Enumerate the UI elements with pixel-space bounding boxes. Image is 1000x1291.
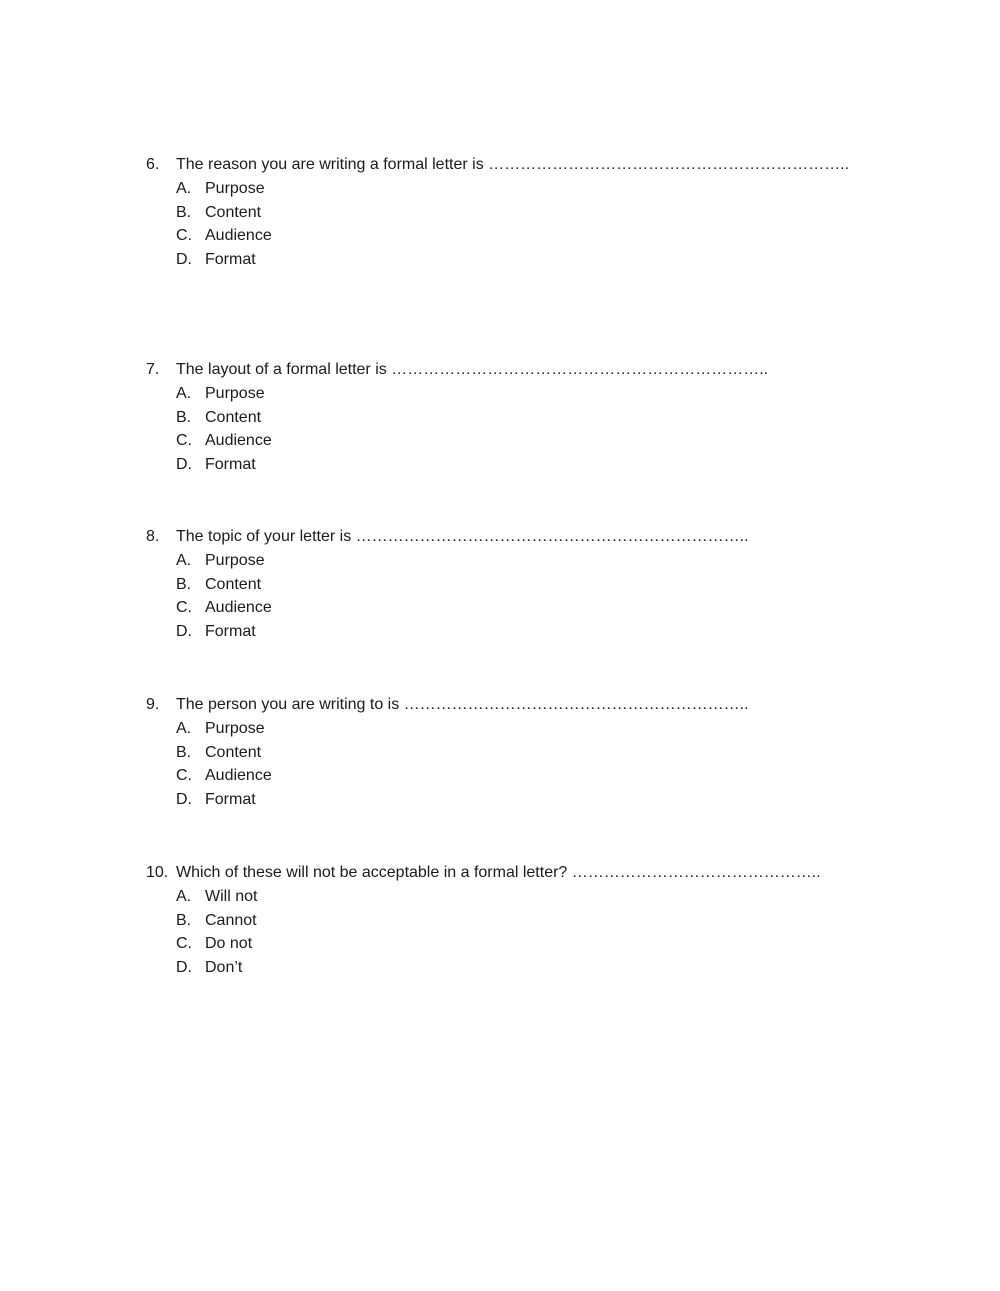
option-letter: D. (176, 959, 192, 977)
option-list (146, 382, 906, 477)
option-b[interactable] (146, 573, 906, 597)
option-a[interactable] (146, 177, 906, 201)
question-text: Which of these will not be acceptable in a formal letter? ……………………………………….. (176, 864, 821, 881)
option-letter: C. (176, 935, 192, 953)
option-text: Content (205, 575, 262, 593)
option-text: Audience (205, 599, 272, 617)
option-list (146, 177, 906, 272)
option-b[interactable] (146, 741, 906, 765)
question-number: 7. (146, 361, 160, 378)
option-letter: B. (176, 575, 192, 593)
option-b[interactable] (146, 201, 906, 225)
option-text: Audience (205, 227, 272, 245)
option-text: Audience (205, 767, 272, 785)
option-c[interactable] (146, 224, 906, 248)
option-text: Format (205, 791, 256, 809)
option-d[interactable] (146, 956, 906, 980)
option-c[interactable] (146, 429, 906, 453)
option-text: Purpose (205, 720, 265, 737)
question-line (146, 153, 906, 177)
option-text: Do not (205, 935, 253, 953)
option-text: Format (205, 251, 256, 269)
option-c[interactable] (146, 932, 906, 956)
option-d[interactable] (146, 620, 906, 644)
option-letter: C. (176, 432, 192, 450)
option-letter: D. (176, 251, 192, 269)
question-line (146, 693, 906, 717)
question-text: The topic of your letter is ……………………………………………………………….. (176, 528, 749, 545)
option-a[interactable] (146, 549, 906, 573)
option-letter: C. (176, 599, 192, 617)
option-letter: D. (176, 456, 192, 474)
question-10 (146, 861, 906, 980)
option-a[interactable] (146, 885, 906, 909)
question-text: The layout of a formal letter is …………………………………………………………….. (176, 361, 769, 378)
question-number: 9. (146, 696, 160, 713)
option-text: Format (205, 623, 256, 641)
option-text: Audience (205, 432, 272, 450)
question-8 (146, 525, 906, 644)
option-d[interactable] (146, 453, 906, 477)
question-line (146, 861, 906, 885)
option-text: Cannot (205, 911, 257, 929)
option-list (146, 549, 906, 644)
question-9 (146, 693, 906, 812)
option-c[interactable] (146, 596, 906, 620)
option-text: Purpose (205, 552, 265, 569)
option-letter: B. (176, 203, 192, 221)
option-list (146, 717, 906, 812)
option-letter: B. (176, 408, 192, 426)
option-text: Format (205, 456, 256, 474)
option-c[interactable] (146, 764, 906, 788)
question-number: 6. (146, 156, 160, 173)
question-text: The person you are writing to is ……………………………………………………….. (176, 696, 749, 713)
option-letter: A. (176, 888, 192, 905)
option-text: Purpose (205, 385, 265, 402)
option-letter: A. (176, 180, 192, 197)
option-d[interactable] (146, 248, 906, 272)
option-d[interactable] (146, 788, 906, 812)
option-text: Will not (205, 888, 258, 905)
question-line (146, 358, 906, 382)
option-text: Content (205, 203, 262, 221)
option-text: Purpose (205, 180, 265, 197)
option-letter: C. (176, 227, 192, 245)
option-b[interactable] (146, 909, 906, 933)
option-letter: D. (176, 791, 192, 809)
option-letter: D. (176, 623, 192, 641)
option-letter: A. (176, 720, 192, 737)
question-line (146, 525, 906, 549)
option-text: Don’t (205, 959, 243, 977)
option-a[interactable] (146, 717, 906, 741)
question-number: 8. (146, 528, 160, 545)
option-letter: B. (176, 911, 192, 929)
option-letter: A. (176, 385, 192, 402)
option-a[interactable] (146, 382, 906, 406)
option-letter: C. (176, 767, 192, 785)
question-6 (146, 153, 906, 272)
question-text: The reason you are writing a formal letter is ………………………………………………………….. (176, 156, 850, 173)
option-text: Content (205, 408, 262, 426)
option-letter: A. (176, 552, 192, 569)
question-number: 10. (146, 864, 169, 881)
option-text: Content (205, 743, 262, 761)
question-7 (146, 358, 906, 477)
option-list (146, 885, 906, 980)
option-letter: B. (176, 743, 192, 761)
option-b[interactable] (146, 406, 906, 430)
